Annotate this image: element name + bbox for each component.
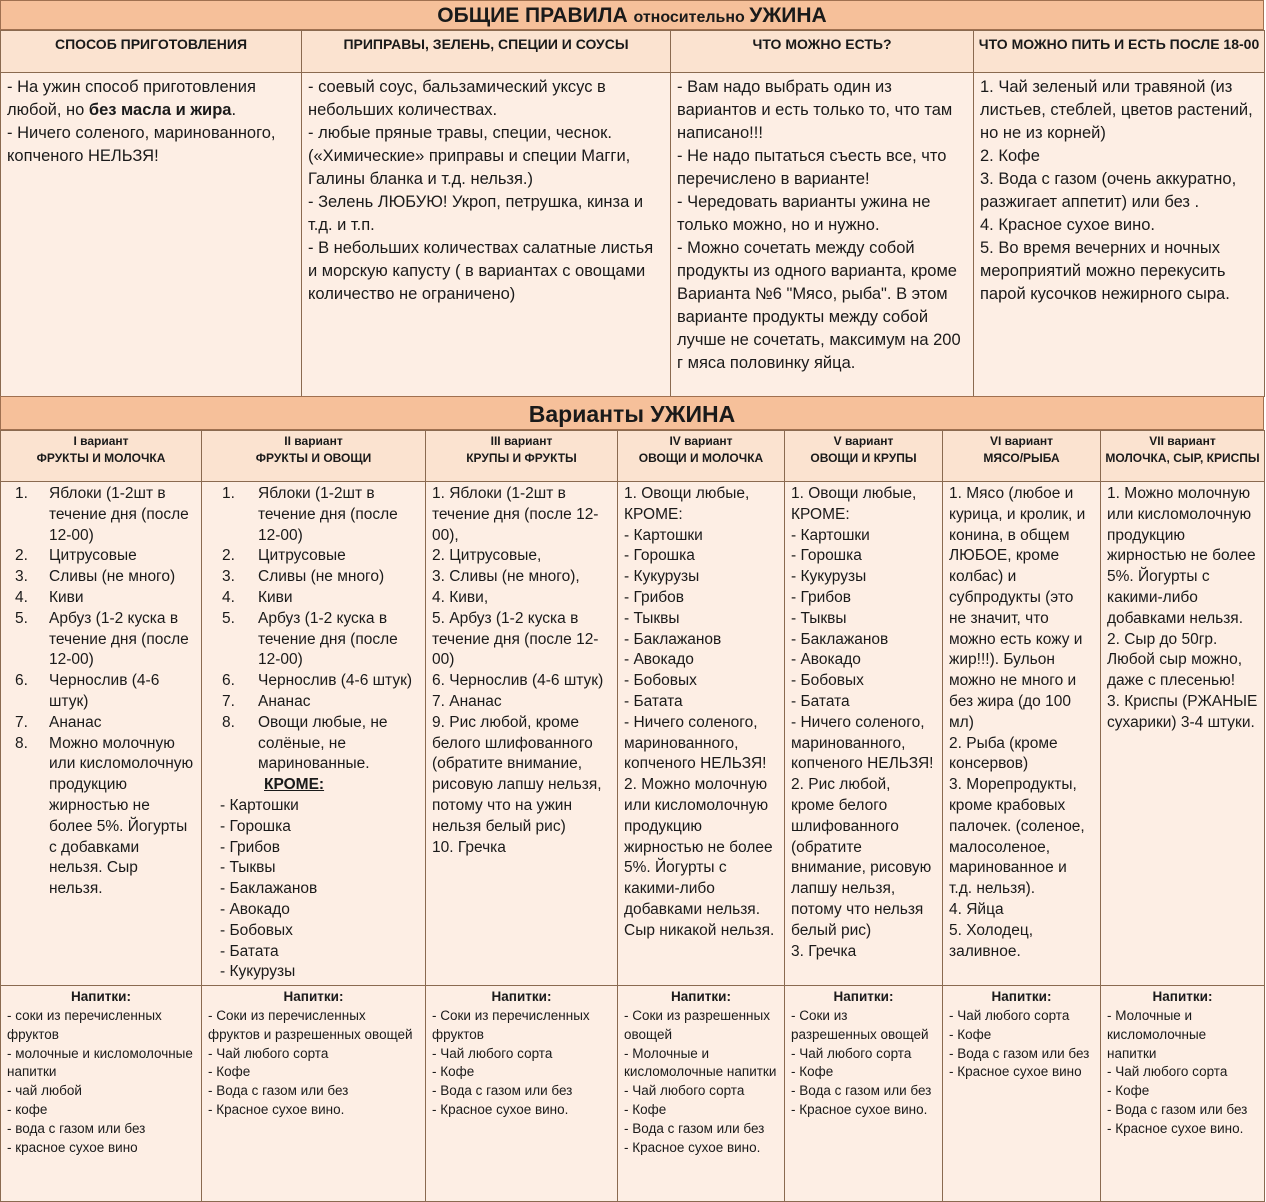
variant-name: ФРУКТЫ И ОВОЩИ: [255, 451, 372, 465]
variant-3-cell: [426, 482, 618, 986]
title-part-small: относительно: [633, 9, 750, 26]
drink-item: - Вода с газом или без: [1107, 1101, 1248, 1117]
drinks-heading-text: Напитки: [1152, 989, 1208, 1005]
list-item-number: 8.: [222, 713, 235, 731]
list-item: - Авокадо: [791, 651, 861, 669]
variant-num: VI вариант: [989, 434, 1054, 448]
list-item: - Кукурузы: [624, 568, 700, 586]
variant-name: КРУПЫ И ФРУКТЫ: [466, 451, 577, 465]
variant-header-5: [785, 431, 943, 482]
drink-item: - Красное сухое вино.: [208, 1101, 345, 1117]
drink-item: - Вода с газом или без: [624, 1120, 765, 1136]
drink-item: - Соки из разрешенных овощей: [791, 1007, 929, 1042]
drink-item: - Молочные и кисломолочные напитки: [624, 1045, 777, 1080]
drink-item: - Вода с газом или без: [791, 1083, 932, 1099]
col-header-spices: ПРИПРАВЫ, ЗЕЛЕНЬ, СПЕЦИИ И СОУСЫ: [302, 31, 671, 73]
drink-item: - Молочные и кисломолочные напитки: [1107, 1007, 1207, 1061]
variants-content-row: [1, 482, 1265, 986]
drinks-heading: Напитки:: [833, 989, 894, 1005]
variant-num: II вариант: [284, 434, 343, 448]
list-item: [208, 567, 419, 588]
list-item: [208, 692, 419, 713]
list-item: - Батата: [624, 692, 683, 710]
list-item-text: Овощи любые, не солёные, не маринованные.: [258, 713, 388, 773]
list-item-text: Сливы (не много): [258, 568, 385, 586]
except-item: - Грибов: [220, 838, 281, 856]
list-item: - Авокадо: [624, 651, 694, 669]
after18-line: 3. Вода с газом (очень аккуратно, разжигает аппетит) или без .: [980, 170, 1237, 211]
variant-header-6: [943, 431, 1101, 482]
drinks-heading-text: Напитки: [491, 989, 547, 1005]
variant-4-cell: [618, 482, 785, 986]
variant-num: I вариант: [73, 434, 129, 448]
list-item: 4. Яйца: [949, 900, 1004, 918]
after18-line: 2. Кофе: [980, 147, 1040, 165]
list-item-number: 2.: [15, 547, 28, 565]
list-item: - Ничего соленого, маринованного, копченого НЕЛЬЗЯ!: [791, 713, 934, 773]
spices-line: - любые пряные травы, специи, чеснок. («Химические» приправы и специи Магги, Галины бланка и т.д. нельзя.): [308, 124, 631, 188]
rules-content-row: [1, 73, 1265, 397]
list-item: [7, 484, 195, 546]
variant-num: IV вариант: [669, 434, 733, 448]
list-item-number: 6.: [222, 672, 235, 690]
drinks-row: [1, 986, 1265, 1202]
list-item: - Картошки: [791, 526, 870, 544]
drinks-heading-text: Напитки: [283, 989, 339, 1005]
drinks-heading: Напитки:: [671, 989, 731, 1005]
list-item-text: Киви: [258, 588, 293, 606]
list-item: 3. Сливы (не много),: [432, 568, 580, 586]
drink-item: - Чай любого сорта: [624, 1083, 745, 1099]
drinks-heading: Напитки:: [991, 989, 1052, 1005]
list-item: - Баклажанов: [624, 630, 722, 648]
drink-item: - молочные и кисломолочные напитки: [7, 1045, 193, 1080]
variant-num: VII вариант: [1149, 434, 1216, 448]
after18-line: 4. Красное сухое вино.: [980, 216, 1155, 234]
list-item: 3. Криспы (РЖАНЫЕ сухарики) 3-4 штуки.: [1107, 692, 1258, 731]
drink-item: - Вода с газом или без: [949, 1045, 1090, 1061]
list-item: [208, 713, 419, 775]
drink-item: - кофе: [7, 1101, 48, 1117]
list-item: 5. Арбуз (1-2 куска в течение дня (после 12-00): [432, 609, 599, 669]
title-part-2: УЖИНА: [749, 4, 827, 27]
drinks-cell-7: [1101, 986, 1265, 1202]
col-header-after18: ЧТО МОЖНО ПИТЬ И ЕСТЬ ПОСЛЕ 18-00: [974, 31, 1265, 73]
list-item: [208, 588, 419, 609]
list-item: - Баклажанов: [791, 630, 889, 648]
list-item: - Грибов: [624, 588, 685, 606]
except-item: - Баклажанов: [220, 880, 318, 898]
spices-line: - Зелень ЛЮБУЮ! Укроп, петрушка, кинза и т.д. и т.п.: [308, 193, 644, 234]
spices-line: - В небольших количествах салатные листья и морскую капусту ( в вариантах с овощами количество не ограничено): [308, 239, 654, 303]
drinks-cell-5: [785, 986, 943, 1202]
drink-item: - Кофе: [791, 1064, 834, 1080]
cooking-text: - На ужин способ приготовления любой, но: [7, 78, 256, 119]
drink-item: - Вода с газом или без: [432, 1083, 573, 1099]
after18-line: 5. Во время вечерних и ночных мероприятий можно перекусить парой кусочков нежирного сыра.: [980, 239, 1230, 303]
variant-2-cell: [202, 482, 426, 986]
what-eat-line: - Можно сочетать между собой продукты из одного варианта, кроме Варианта №6 "Мясо, рыба". В этом варианте продукты между собой лучше не сочетать, максимум на 200 г мяса половинку яйца.: [677, 239, 961, 372]
list-item-number: 8.: [15, 734, 28, 752]
list-item: [208, 546, 419, 567]
drink-item: - Чай любого сорта: [1107, 1064, 1228, 1080]
list-item: [208, 484, 419, 546]
variant-7-cell: [1101, 482, 1265, 986]
list-item-text: Можно молочную или кисломолочную продукцию жирностью не более 5%. Йогурты с добавками нельзя. Сыр нельзя.: [49, 734, 194, 898]
list-item-number: 4.: [222, 588, 235, 606]
except-item: - Картошки: [220, 796, 299, 814]
drinks-cell-1: [1, 986, 202, 1202]
list-item: - Горошка: [791, 547, 862, 565]
list-item: 3. Гречка: [791, 942, 857, 960]
list-item: 9. Рис любой, кроме белого шлифованного (обратите внимание, рисовую лапшу нельзя, потому что на ужин нельзя белый рис): [432, 713, 602, 835]
list-item: - Тыквы: [624, 609, 680, 627]
list-item: [208, 609, 419, 671]
drinks-cell-4: [618, 986, 785, 1202]
list-item-number: 4.: [15, 588, 28, 606]
list-item-number: 1.: [222, 485, 235, 502]
list-item-text: Ананас: [49, 713, 102, 731]
drinks-heading-text: Напитки: [671, 989, 727, 1005]
drink-item: - чай любой: [7, 1083, 82, 1099]
list-item: - Бобовых: [624, 672, 697, 690]
drinks-cell-6: [943, 986, 1101, 1202]
drinks-cell-3: [426, 986, 618, 1202]
list-item: 1. Мясо (любое и курица, и кролик, и конина, в общем ЛЮБОЕ, кроме колбас) и субпродукты (это не значит, что можно есть кожу и жир!!!). Бульон можно не много и без жира (до 100 мл): [949, 485, 1086, 731]
list-item-text: Киви: [49, 588, 84, 606]
list-item-text: Ананас: [258, 692, 311, 710]
variants-title: Варианты УЖИНА: [0, 396, 1264, 430]
list-item-number: 1.: [15, 485, 28, 502]
what-eat-line: - Вам надо выбрать один из вариантов и есть только то, что там написано!!!: [677, 78, 953, 142]
list-item-number: 3.: [222, 568, 235, 586]
list-item-text: Яблоки (1-2шт в течение дня (после 12-00): [258, 485, 398, 544]
list-item: - Тыквы: [791, 609, 847, 627]
list-item: [7, 567, 195, 588]
col-header-what-eat: ЧТО МОЖНО ЕСТЬ?: [671, 31, 974, 73]
list-item: 1. Овощи любые, КРОМЕ:: [624, 485, 750, 523]
what-eat-cell: [671, 73, 974, 397]
list-item: 10. Гречка: [432, 838, 506, 856]
list-item-text: Сливы (не много): [49, 568, 176, 586]
except-item: - Тыквы: [220, 859, 276, 877]
drink-item: - Чай любого сорта: [432, 1045, 553, 1061]
list-item: 6. Чернослив (4-6 штук): [432, 672, 604, 690]
list-item: [7, 609, 195, 671]
list-item: 1. Овощи любые, КРОМЕ:: [791, 485, 917, 523]
list-item: [7, 734, 195, 900]
drink-item: - Кофе: [624, 1101, 667, 1117]
what-eat-line: - Не надо пытаться съесть все, что перечислено в варианте!: [677, 147, 947, 188]
list-item: - Ничего соленого, маринованного, копченого НЕЛЬЗЯ!: [624, 713, 767, 773]
list-item: 2. Сыр до 50гр. Любой сыр можно, даже с плесенью!: [1107, 630, 1243, 690]
variant-num: III вариант: [490, 434, 553, 448]
cooking-line-1: [7, 76, 295, 122]
list-item: 1. Яблоки (1-2шт в течение дня (после 12-00),: [432, 485, 599, 544]
list-item-number: 7.: [222, 692, 235, 710]
after18-cell: [974, 73, 1265, 397]
except-label-text: КРОМЕ:: [264, 776, 325, 794]
variants-table: [0, 430, 1265, 1202]
cooking-text-end: .: [231, 101, 237, 119]
cooking-line-2: - Ничего соленого, маринованного, копченого НЕЛЬЗЯ!: [7, 124, 276, 165]
list-item-text: Чернослив (4-6 штук): [258, 672, 413, 690]
after18-line: 1. Чай зеленый или травяной (из листьев, стеблей, цветов растений, но не из корней): [980, 78, 1253, 142]
list-item: 2. Цитрусовые,: [432, 547, 542, 565]
except-label: [208, 775, 419, 796]
variant-header-7: [1101, 431, 1265, 482]
drink-item: - красное сухое вино: [7, 1139, 138, 1155]
list-item: [7, 588, 195, 609]
drink-item: - Красное сухое вино.: [624, 1139, 761, 1155]
variant-header-1: [1, 431, 202, 482]
drinks-heading-text: Напитки: [833, 989, 889, 1005]
drink-item: - Чай любого сорта: [208, 1045, 329, 1061]
except-item: - Батата: [220, 942, 279, 960]
list-item: [208, 671, 419, 692]
drink-item: - Соки из разрешенных овощей: [624, 1007, 770, 1042]
drink-item: - соки из перечисленных фруктов: [7, 1007, 162, 1042]
drink-item: - Чай любого сорта: [949, 1007, 1070, 1023]
list-item-text: Цитрусовые: [49, 547, 137, 565]
list-item: [7, 713, 195, 734]
drink-item: - Красное сухое вино.: [432, 1101, 569, 1117]
list-item: - Горошка: [624, 547, 695, 565]
drink-item: - Красное сухое вино: [949, 1064, 1082, 1080]
list-item-number: 7.: [15, 713, 28, 731]
variant-name: МЯСО/РЫБА: [983, 451, 1060, 465]
drinks-heading: Напитки:: [491, 989, 552, 1005]
drink-item: - Чай любого сорта: [791, 1045, 912, 1061]
what-eat-line: - Чередовать варианты ужина не только можно, но и нужно.: [677, 193, 931, 234]
variant-6-cell: [943, 482, 1101, 986]
drink-item: - вода с газом или без: [7, 1120, 146, 1136]
list-item-text: Чернослив (4-6 штук): [49, 672, 160, 710]
drink-item: - Кофе: [432, 1064, 475, 1080]
list-item-text: Цитрусовые: [258, 547, 346, 565]
variant-header-3: [426, 431, 618, 482]
except-item: - Бобовых: [220, 921, 293, 939]
list-item: - Бобовых: [791, 672, 864, 690]
col-header-cooking: СПОСОБ ПРИГОТОВЛЕНИЯ: [1, 31, 302, 73]
list-item-number: 5.: [222, 609, 235, 627]
list-item: [7, 546, 195, 567]
list-item: - Грибов: [791, 588, 852, 606]
drink-item: - Вода с газом или без: [208, 1083, 349, 1099]
list-item-text: Арбуз (1-2 куска в течение дня (после 12-00): [258, 609, 398, 669]
drinks-heading: Напитки:: [1152, 989, 1213, 1005]
drinks-heading: Напитки:: [283, 989, 344, 1005]
list-item: 5. Холодец, заливное.: [949, 921, 1034, 960]
list-item: [7, 671, 195, 713]
list-item-number: 3.: [15, 568, 28, 586]
drink-item: - Красное сухое вино.: [791, 1101, 928, 1117]
rules-header-row: [1, 31, 1265, 73]
variant-header-4: [618, 431, 785, 482]
general-rules-table: [0, 30, 1265, 397]
cooking-cell: [1, 73, 302, 397]
title-part-1: ОБЩИЕ ПРАВИЛА: [437, 4, 634, 27]
list-item-number: 6.: [15, 672, 28, 690]
drink-item: - Соки из перечисленных фруктов: [432, 1007, 590, 1042]
except-item: - Авокадо: [220, 900, 290, 918]
list-item: 2. Можно молочную или кисломолочную продукцию жирностью не более 5%. Йогурты с какими-либо добавками нельзя. Сыр никакой нельзя.: [624, 776, 775, 939]
variant-5-cell: [785, 482, 943, 986]
variant-name: ФРУКТЫ И МОЛОЧКА: [36, 451, 166, 465]
variant-1-cell: [1, 482, 202, 986]
except-item: - Кукурузы: [220, 963, 296, 981]
list-item: - Картошки: [624, 526, 703, 544]
spices-cell: [302, 73, 671, 397]
variant-name: ОВОЩИ И КРУПЫ: [810, 451, 917, 465]
variant-header-2: [202, 431, 426, 482]
variants-header-row: [1, 431, 1265, 482]
list-item: 2. Рыба (кроме консервов): [949, 734, 1058, 773]
list-item: 4. Киви,: [432, 588, 489, 606]
drinks-heading-text: Напитки: [991, 989, 1047, 1005]
spices-line: - соевый соус, бальзамический уксус в небольших количествах.: [308, 78, 606, 119]
cooking-bold: без масла и жира: [88, 101, 232, 119]
drinks-heading-text: Напитки: [71, 989, 127, 1005]
list-item-text: Яблоки (1-2шт в течение дня (после 12-00): [49, 485, 189, 544]
list-item: 3. Морепродукты, кроме крабовых палочек. (соленое, малосоленое, маринованное и т.д. нельзя).: [949, 776, 1085, 898]
list-item: - Кукурузы: [791, 568, 867, 586]
drinks-heading: Напитки:: [71, 989, 131, 1005]
drink-item: - Соки из перечисленных фруктов и разрешенных овощей: [208, 1007, 413, 1042]
list-item-text: Арбуз (1-2 куска в течение дня (после 12-00): [49, 609, 189, 669]
list-item-number: 2.: [222, 547, 235, 565]
variant-name: ОВОЩИ И МОЛОЧКА: [638, 451, 764, 465]
drinks-cell-2: [202, 986, 426, 1202]
list-item: - Батата: [791, 692, 850, 710]
list-item: 1. Можно молочную или кисломолочную продукцию жирностью не более 5%. Йогурты с какими-либо добавками нельзя.: [1107, 485, 1256, 627]
drink-item: - Красное сухое вино.: [1107, 1120, 1244, 1136]
list-item-number: 5.: [15, 609, 28, 627]
general-rules-title: [0, 0, 1264, 30]
drink-item: - Кофе: [208, 1064, 251, 1080]
list-item: 2. Рис любой, кроме белого шлифованного (обратите внимание, рисовую лапшу нельзя, потому что нельзя белый рис): [791, 776, 932, 939]
variant-name: МОЛОЧКА, СЫР, КРИСПЫ: [1105, 451, 1260, 465]
list-item: 7. Ананас: [432, 692, 502, 710]
drink-item: - Кофе: [1107, 1083, 1150, 1099]
except-item: - Горошка: [220, 817, 291, 835]
variant-num: V вариант: [833, 434, 894, 448]
drink-item: - Кофе: [949, 1026, 992, 1042]
